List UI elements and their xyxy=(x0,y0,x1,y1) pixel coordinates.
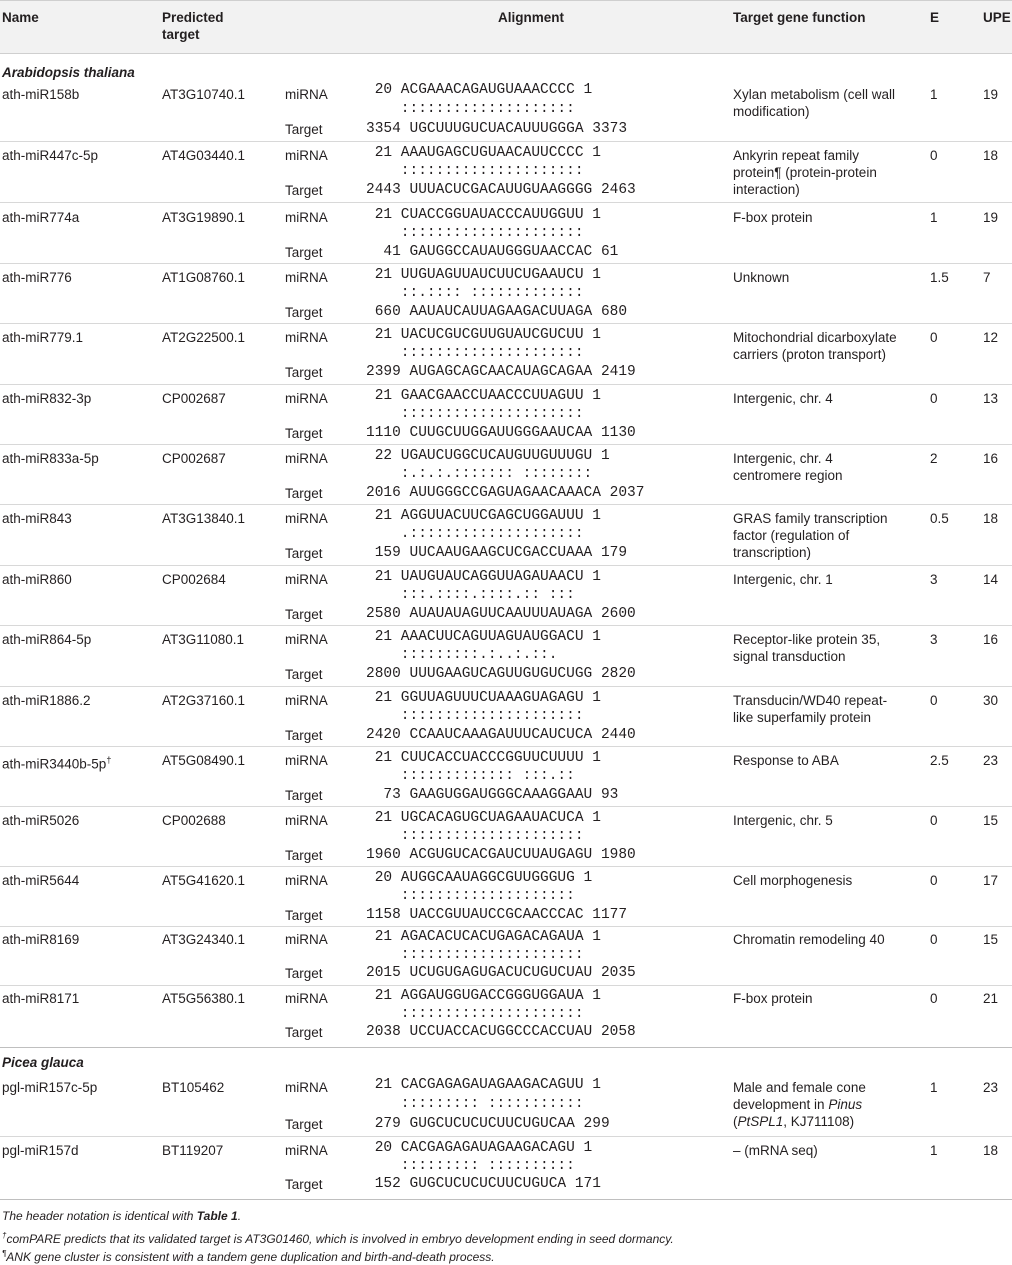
predicted-target: AT3G19890.1 xyxy=(162,210,246,225)
upe-value: 17 xyxy=(983,873,999,888)
alignment-mirna: 21 CUACCGGUAUACCCAUUGGUU 1 xyxy=(366,207,601,223)
alignment-target: 2443 UUUACUCGACAUUGUAAGGGG 2463 xyxy=(366,182,636,198)
footnote-dagger: †comPARE predicts that its validated target is AT3G01460, which is involved in embryo development ending in seed dormancy. xyxy=(2,1231,674,1246)
header-predicted-target: Predicted target xyxy=(162,10,224,42)
footnote-header-notation: The header notation is identical with Table 1. xyxy=(2,1209,242,1223)
alignment-match: :::::::::::::::::::: xyxy=(366,101,575,117)
row-divider xyxy=(0,926,1012,927)
upe-value: 13 xyxy=(983,391,999,406)
mirna-label: miRNA xyxy=(285,932,328,947)
target-label: Target xyxy=(285,788,323,803)
mirna-label: miRNA xyxy=(285,753,328,768)
e-value: 1 xyxy=(930,210,938,225)
alignment-mirna: 20 ACGAAACAGAUGUAAACCCC 1 xyxy=(366,82,593,98)
predicted-target: AT2G37160.1 xyxy=(162,693,246,708)
mirna-name: ath-miR8169 xyxy=(2,932,80,947)
mirna-label: miRNA xyxy=(285,391,328,406)
e-value: 0.5 xyxy=(930,511,949,526)
header-alignment: Alignment xyxy=(498,10,564,25)
upe-value: 18 xyxy=(983,511,999,526)
upe-value: 21 xyxy=(983,991,999,1006)
e-value: 0 xyxy=(930,932,938,947)
alignment-mirna: 21 CUUCACCUACCCGGUUCUUUU 1 xyxy=(366,750,601,766)
target-label: Target xyxy=(285,848,323,863)
target-label: Target xyxy=(285,546,323,561)
mirna-name: ath-miR864-5p xyxy=(2,632,92,647)
mirna-name: ath-miR3440b-5p† xyxy=(2,755,112,772)
row-divider xyxy=(0,202,1012,203)
mirna-name: ath-miR833a-5p xyxy=(2,451,99,466)
target-label: Target xyxy=(285,183,323,198)
mirna-label: miRNA xyxy=(285,210,328,225)
target-label: Target xyxy=(285,1025,323,1040)
mirna-label: miRNA xyxy=(285,87,328,102)
row-divider xyxy=(0,565,1012,566)
section-title-arabidopsis: Arabidopsis thaliana xyxy=(2,65,135,80)
target-gene-function: GRAS family transcription factor (regulation of transcription) xyxy=(733,511,888,560)
alignment-mirna: 21 UUGUAGUUAUCUUCUGAAUCU 1 xyxy=(366,267,601,283)
mirna-name: pgl-miR157d xyxy=(2,1143,79,1158)
e-value: 0 xyxy=(930,148,938,163)
target-gene-function: – (mRNA seq) xyxy=(733,1143,818,1158)
alignment-target: 159 UUCAAUGAAGCUCGACCUAAA 179 xyxy=(366,545,628,561)
alignment-mirna: 22 UGAUCUGGCUCAUGUUGUUUGU 1 xyxy=(366,448,610,464)
alignment-mirna: 20 AUGGCAAUAGGCGUUGGGUG 1 xyxy=(366,870,593,886)
mirna-label: miRNA xyxy=(285,632,328,647)
mirna-label: miRNA xyxy=(285,813,328,828)
upe-value: 14 xyxy=(983,572,999,587)
mirna-name: pgl-miR157c-5p xyxy=(2,1080,98,1095)
alignment-target: 279 GUGCUCUCUCUUCUGUCAA 299 xyxy=(366,1116,610,1132)
mirna-label: miRNA xyxy=(285,1080,328,1095)
upe-value: 18 xyxy=(983,1143,999,1158)
row-divider xyxy=(0,686,1012,687)
predicted-target: BT119207 xyxy=(162,1143,224,1158)
alignment-mirna: 21 AAACUUCAGUUAGUAUGGACU 1 xyxy=(366,629,601,645)
row-divider xyxy=(0,263,1012,264)
e-value: 3 xyxy=(930,632,938,647)
target-gene-function: Male and female cone development in Pinus (PtSPL1, KJ711108) xyxy=(733,1080,866,1129)
mirna-label: miRNA xyxy=(285,511,328,526)
alignment-match: ::::::::::::::::::::: xyxy=(366,708,584,724)
alignment-mirna: 21 UAUGUAUCAGGUUAGAUAACU 1 xyxy=(366,569,601,585)
table-bottom-rule xyxy=(0,1199,1012,1200)
target-label: Target xyxy=(285,728,323,743)
row-divider xyxy=(0,866,1012,867)
predicted-target: AT5G41620.1 xyxy=(162,873,246,888)
predicted-target: AT5G08490.1 xyxy=(162,753,246,768)
e-value: 3 xyxy=(930,572,938,587)
upe-value: 16 xyxy=(983,632,999,647)
predicted-target: AT4G03440.1 xyxy=(162,148,246,163)
row-divider xyxy=(0,985,1012,986)
row-divider xyxy=(0,625,1012,626)
alignment-target: 2015 UCUGUGAGUGACUCUGUCUAU 2035 xyxy=(366,965,636,981)
upe-value: 30 xyxy=(983,693,999,708)
target-gene-function: Ankyrin repeat family protein¶ (protein-protein interaction) xyxy=(733,148,877,197)
predicted-target: AT3G24340.1 xyxy=(162,932,246,947)
e-value: 1.5 xyxy=(930,270,949,285)
target-label: Target xyxy=(285,426,323,441)
alignment-match: :::.::::.::::.:: ::: xyxy=(366,587,575,603)
mirna-name: ath-miR5026 xyxy=(2,813,80,828)
e-value: 0 xyxy=(930,693,938,708)
alignment-target: 2016 AUUGGGCCGAGUAGAACAAACA 2037 xyxy=(366,485,645,501)
predicted-target: CP002687 xyxy=(162,391,226,406)
alignment-target: 2580 AUAUAUAGUUCAAUUUAUAGA 2600 xyxy=(366,606,636,622)
section-title-picea: Picea glauca xyxy=(2,1055,84,1070)
target-gene-function: Unknown xyxy=(733,270,790,285)
predicted-target: AT3G11080.1 xyxy=(162,632,245,647)
target-label: Target xyxy=(285,966,323,981)
dagger-footnote-marker: † xyxy=(106,755,112,765)
predicted-target: CP002684 xyxy=(162,572,226,587)
header-name: Name xyxy=(2,10,39,25)
mirna-name: ath-miR832-3p xyxy=(2,391,92,406)
mirna-label: miRNA xyxy=(285,572,328,587)
target-label: Target xyxy=(285,607,323,622)
alignment-match: ::::::::: ::::::::::: xyxy=(366,1096,584,1112)
alignment-match: ::::::::::::::::::::: xyxy=(366,163,584,179)
mirna-name: ath-miR1886.2 xyxy=(2,693,91,708)
alignment-mirna: 21 UACUCGUCGUUGUAUCGUCUU 1 xyxy=(366,327,601,343)
mirna-label: miRNA xyxy=(285,873,328,888)
alignment-target: 1158 UACCGUUAUCCGCAACCCAC 1177 xyxy=(366,907,628,923)
alignment-match: ::::::::::::::::::::: xyxy=(366,1006,584,1022)
alignment-match: :::::::::.:..:.::. xyxy=(366,647,558,663)
alignment-target: 2420 CCAAUCAAAGAUUUCAUCUCA 2440 xyxy=(366,727,636,743)
alignment-match: ::::::::::::::::::::: xyxy=(366,225,584,241)
alignment-match: ::::::::::::::::::::: xyxy=(366,828,584,844)
upe-value: 19 xyxy=(983,87,999,102)
upe-value: 12 xyxy=(983,330,999,345)
upe-value: 23 xyxy=(983,1080,999,1095)
target-gene-function: Intergenic, chr. 5 xyxy=(733,813,833,828)
mirna-name: ath-miR8171 xyxy=(2,991,80,1006)
alignment-match: .:::::::::::::::::::: xyxy=(366,526,584,542)
footnote-pilcrow: ¶ANK gene cluster is consistent with a tandem gene duplication and birth-and-death process. xyxy=(2,1249,495,1264)
alignment-mirna: 21 AGACACUCACUGAGACAGAUA 1 xyxy=(366,929,601,945)
mirna-label: miRNA xyxy=(285,148,328,163)
target-label: Target xyxy=(285,667,323,682)
target-gene-function: Cell morphogenesis xyxy=(733,873,853,888)
alignment-target: 152 GUGCUCUCUCUUCUGUCA 171 xyxy=(366,1176,601,1192)
target-gene-function: Xylan metabolism (cell wall modification) xyxy=(733,87,896,119)
alignment-match: ::::::::::::: :::.:: xyxy=(366,768,575,784)
alignment-target: 73 GAAGUGGAUGGGCAAAGGAAU 93 xyxy=(366,787,619,803)
mirna-name: ath-miR5644 xyxy=(2,873,80,888)
target-label: Target xyxy=(285,1177,323,1192)
mirna-label: miRNA xyxy=(285,451,328,466)
predicted-target: AT3G10740.1 xyxy=(162,87,246,102)
header-target-gene-function: Target gene function xyxy=(733,10,866,25)
table-header xyxy=(0,0,1012,54)
target-label: Target xyxy=(285,1117,323,1132)
alignment-target: 2038 UCCUACCACUGGCCCACCUAU 2058 xyxy=(366,1024,636,1040)
target-gene-function: Intergenic, chr. 4 xyxy=(733,391,833,406)
alignment-target: 2399 AUGAGCAGCAACAUAGCAGAA 2419 xyxy=(366,364,636,380)
alignment-match: ::::::::: :::::::::: xyxy=(366,1158,575,1174)
header-upe: UPE xyxy=(983,10,1011,25)
row-divider xyxy=(0,746,1012,747)
mirna-label: miRNA xyxy=(285,330,328,345)
target-label: Target xyxy=(285,305,323,320)
e-value: 0 xyxy=(930,391,938,406)
predicted-target: BT105462 xyxy=(162,1080,225,1095)
upe-value: 15 xyxy=(983,932,999,947)
predicted-target: CP002688 xyxy=(162,813,226,828)
target-label: Target xyxy=(285,245,323,260)
target-label: Target xyxy=(285,486,323,501)
row-divider xyxy=(0,384,1012,385)
target-gene-function: Intergenic, chr. 1 xyxy=(733,572,833,587)
e-value: 0 xyxy=(930,813,938,828)
alignment-target: 660 AAUAUCAUUAGAAGACUUAGA 680 xyxy=(366,304,628,320)
row-divider xyxy=(0,444,1012,445)
alignment-mirna: 21 AGGUUACUUCGAGCUGGAUUU 1 xyxy=(366,508,601,524)
target-label: Target xyxy=(285,908,323,923)
alignment-match: ::::::::::::::::::::: xyxy=(366,406,584,422)
mirna-label: miRNA xyxy=(285,991,328,1006)
target-gene-function: Mitochondrial dicarboxylate carriers (proton transport) xyxy=(733,330,897,362)
alignment-match: ::.:::: ::::::::::::: xyxy=(366,285,584,301)
alignment-mirna: 21 UGCACAGUGCUAGAAUACUCA 1 xyxy=(366,810,601,826)
mirna-label: miRNA xyxy=(285,270,328,285)
alignment-target: 3354 UGCUUUGUCUACAUUUGGGA 3373 xyxy=(366,121,628,137)
alignment-match: :::::::::::::::::::: xyxy=(366,888,575,904)
e-value: 0 xyxy=(930,991,938,1006)
e-value: 1 xyxy=(930,1080,938,1095)
target-gene-function: Intergenic, chr. 4 centromere region xyxy=(733,451,843,483)
e-value: 2.5 xyxy=(930,753,949,768)
upe-value: 23 xyxy=(983,753,999,768)
alignment-mirna: 21 GAACGAACCUAACCCUUAGUU 1 xyxy=(366,388,601,404)
alignment-match: ::::::::::::::::::::: xyxy=(366,345,584,361)
mirna-name: ath-miR776 xyxy=(2,270,72,285)
row-divider xyxy=(0,141,1012,142)
target-label: Target xyxy=(285,365,323,380)
alignment-target: 1110 CUUGCUUGGAUUGGGAAUCAA 1130 xyxy=(366,425,636,441)
upe-value: 18 xyxy=(983,148,999,163)
target-label: Target xyxy=(285,122,323,137)
mirna-name: ath-miR779.1 xyxy=(2,330,84,345)
target-gene-function: F-box protein xyxy=(733,210,813,225)
alignment-mirna: 21 CACGAGAGAUAGAAGACAGUU 1 xyxy=(366,1077,601,1093)
upe-value: 15 xyxy=(983,813,999,828)
alignment-mirna: 21 GGUUAGUUUCUAAAGUAGAGU 1 xyxy=(366,690,601,706)
alignment-target: 1960 ACGUGUCACGAUCUUAUGAGU 1980 xyxy=(366,847,636,863)
target-gene-function: Chromatin remodeling 40 xyxy=(733,932,885,947)
alignment-mirna: 20 CACGAGAGAUAGAAGACAGU 1 xyxy=(366,1140,593,1156)
e-value: 1 xyxy=(930,1143,938,1158)
mirna-name: ath-miR774a xyxy=(2,210,80,225)
e-value: 1 xyxy=(930,87,938,102)
alignment-mirna: 21 AGGAUGGUGACCGGGUGGAUA 1 xyxy=(366,988,601,1004)
predicted-target: AT3G13840.1 xyxy=(162,511,246,526)
mirna-name: ath-miR158b xyxy=(2,87,80,102)
target-gene-function: Response to ABA xyxy=(733,753,839,768)
row-divider xyxy=(0,504,1012,505)
e-value: 2 xyxy=(930,451,938,466)
predicted-target: AT1G08760.1 xyxy=(162,270,246,285)
row-divider xyxy=(0,1136,1012,1137)
target-gene-function: F-box protein xyxy=(733,991,813,1006)
alignment-target: 2800 UUUGAAGUCAGUUGUGUCUGG 2820 xyxy=(366,666,636,682)
mirna-name: ath-miR447c-5p xyxy=(2,148,99,163)
upe-value: 19 xyxy=(983,210,999,225)
alignment-mirna: 21 AAAUGAGCUGUAACAUUCCCC 1 xyxy=(366,145,601,161)
e-value: 0 xyxy=(930,873,938,888)
alignment-match: :.:.:.::::::: :::::::: xyxy=(366,466,593,482)
mirna-label: miRNA xyxy=(285,1143,328,1158)
mirna-name: ath-miR843 xyxy=(2,511,72,526)
e-value: 0 xyxy=(930,330,938,345)
row-divider xyxy=(0,323,1012,324)
predicted-target: AT2G22500.1 xyxy=(162,330,246,345)
mirna-label: miRNA xyxy=(285,693,328,708)
header-e: E xyxy=(930,10,940,25)
upe-value: 16 xyxy=(983,451,999,466)
target-gene-function: Receptor-like protein 35, signal transduction xyxy=(733,632,881,664)
section-divider xyxy=(0,1047,1012,1048)
target-gene-function: Transducin/WD40 repeat-like superfamily protein xyxy=(733,693,888,725)
alignment-match: ::::::::::::::::::::: xyxy=(366,947,584,963)
predicted-target: AT5G56380.1 xyxy=(162,991,246,1006)
mirna-name: ath-miR860 xyxy=(2,572,72,587)
alignment-target: 41 GAUGGCCAUAUGGGUAACCAC 61 xyxy=(366,244,619,260)
predicted-target: CP002687 xyxy=(162,451,226,466)
upe-value: 7 xyxy=(983,270,991,285)
row-divider xyxy=(0,806,1012,807)
